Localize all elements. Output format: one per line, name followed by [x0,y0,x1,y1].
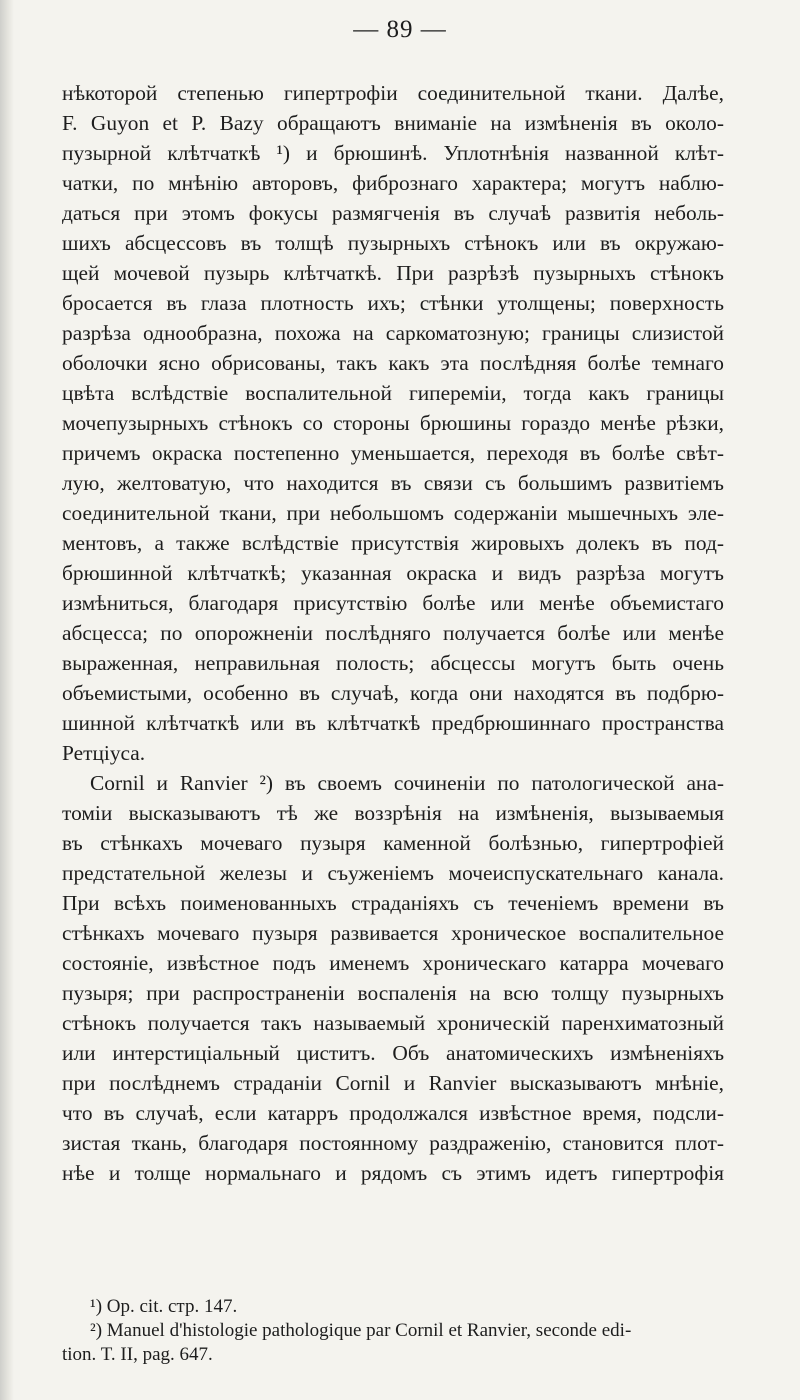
page-binding-edge [0,0,14,1400]
text-line: чатки, по мнѣнію авторовъ, фибрознаго характера; могутъ наблю- [62,171,724,195]
text-line: стѣнокъ получается такъ называемый хроническій паренхиматозный [62,1011,724,1035]
text-line: цвѣта вслѣдствіе воспалительной гипереміи, тогда какъ границы [62,381,724,405]
text-line: причемъ окраска постепенно уменьшается, переходя въ болѣе свѣт- [62,441,724,465]
text-line: нѣе и толще нормальнаго и рядомъ съ этимъ идетъ гипертрофія [62,1161,724,1185]
text-line: при послѣднемъ страданіи Cornil и Ranvier высказываютъ мнѣніе, [62,1071,724,1095]
text-line: абсцесса; по опорожненіи послѣдняго получается болѣе или менѣе [62,621,724,645]
text-line: даться при этомъ фокусы размягченія въ случаѣ развитія неболь- [62,201,724,225]
text-line: что въ случаѣ, если катарръ продолжался извѣстное время, подсли- [62,1101,724,1125]
text-line: щей мочевой пузырь клѣтчаткѣ. При разрѣзѣ пузырныхъ стѣнокъ [62,261,724,285]
footnote-2-continuation: tion. T. II, pag. 647. [62,1344,213,1365]
text-line: лую, желтоватую, что находится въ связи съ большимъ развитіемъ [62,471,724,495]
text-line: въ стѣнкахъ мочеваго пузыря каменной болѣзнью, гипертрофіей [62,831,724,855]
text-line: пузыря; при распространеніи воспаленія на всю толщу пузырныхъ [62,981,724,1005]
text-line: оболочки ясно обрисованы, такъ какъ эта послѣдняя болѣе темнаго [62,351,724,375]
body-text [62,78,724,1188]
text-line: зистая ткань, благодаря постоянному раздраженію, становится плот- [62,1131,724,1155]
text-line: пузырной клѣтчаткѣ ¹) и брюшинѣ. Уплотнѣнія названной клѣт- [62,141,724,165]
text-line: Ретціуса. [62,741,146,765]
text-line: или интерстиціальный циститъ. Объ анатомическихъ измѣненіяхъ [62,1041,724,1065]
page-number: — 89 — [353,16,447,43]
footnote-1: ¹) Op. cit. стр. 147. [90,1296,238,1317]
text-line: состояніе, извѣстное подъ именемъ хроническаго катарра мочеваго [62,951,724,975]
text-line: шихъ абсцессовъ въ толщѣ пузырныхъ стѣнокъ или въ окружаю- [62,231,724,255]
text-line: томіи высказываютъ тѣ же воззрѣнія на измѣненія, вызываемыя [62,801,724,825]
text-line: разрѣза однообразна, похожа на саркоматозную; границы слизистой [62,321,724,345]
text-line: измѣниться, благодаря присутствію болѣе или менѣе объемистаго [62,591,724,615]
paragraph-2 [62,768,724,1188]
text-line: F. Guyon et P. Bazy обращаютъ вниманіе на измѣненія въ около- [62,111,724,135]
text-line: нѣкоторой степенью гипертрофіи соединительной ткани. Далѣе, [62,81,724,105]
text-line: выраженная, неправильная полость; абсцессы могутъ быть очень [62,651,724,675]
text-line: бросается въ глаза плотность ихъ; стѣнки утолщены; поверхность [62,291,724,315]
text-line: предстательной железы и съуженіемъ мочеиспускательнаго канала. [62,861,724,885]
text-line: мочепузырныхъ стѣнокъ со стороны брюшины гораздо менѣе рѣзки, [62,411,724,435]
text-line: соединительной ткани, при небольшомъ содержаніи мышечныхъ эле- [62,501,724,525]
paragraph-1 [62,78,724,768]
text-line: ментовъ, а также вслѣдствіе присутствія жировыхъ долекъ въ под- [62,531,724,555]
text-line: объемистыми, особенно въ случаѣ, когда они находятся въ подбрю- [62,681,724,705]
text-line: брюшинной клѣтчаткѣ; указанная окраска и видъ разрѣза могутъ [62,561,724,585]
text-line: При всѣхъ поименованныхъ страданіяхъ съ теченіемъ времени въ [62,891,724,915]
footnotes [62,1295,724,1367]
text-line: Cornil и Ranvier ²) въ своемъ сочиненіи по патологической ана- [90,771,724,795]
footnote-2: ²) Manuel d'histologie pathologique par Cornil et Ranvier, seconde edi- [90,1320,632,1341]
text-line: стѣнкахъ мочеваго пузыря развивается хроническое воспалительное [62,921,724,945]
text-line: шинной клѣтчаткѣ или въ клѣтчаткѣ предбрюшиннаго пространства [62,711,724,735]
